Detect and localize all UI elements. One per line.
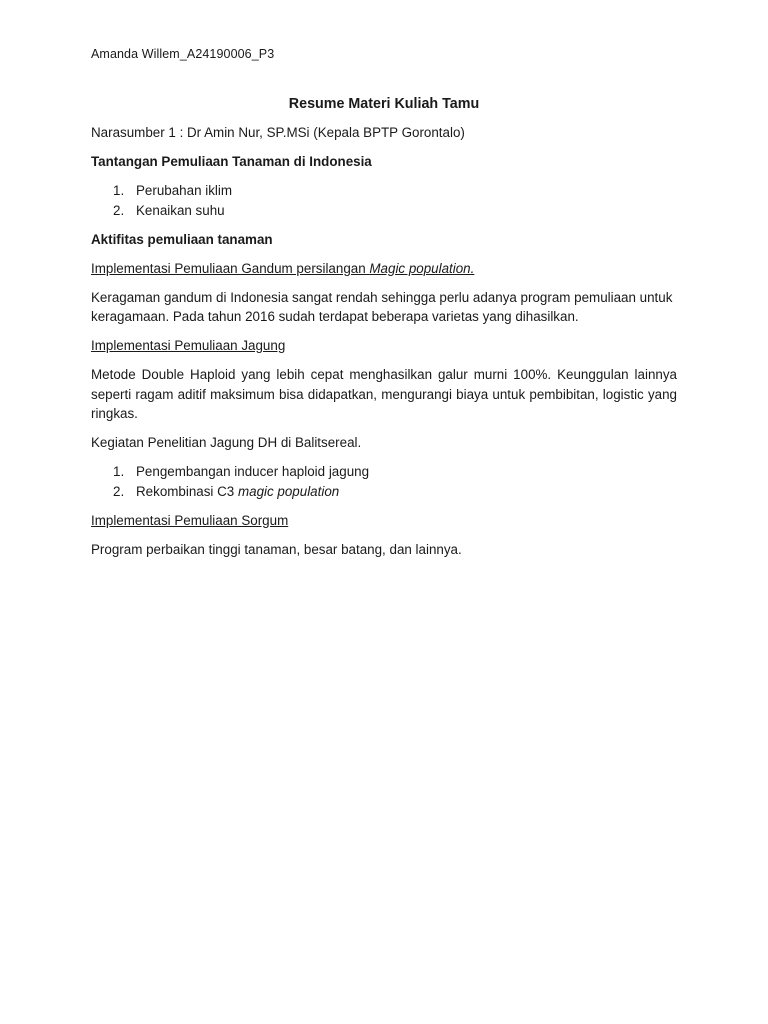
wheat-heading xyxy=(91,259,677,279)
list-number: 1. xyxy=(113,464,125,479)
activities-heading: Aktifitas pemuliaan tanaman xyxy=(91,231,273,247)
list-text: Kenaikan suhu xyxy=(136,202,225,218)
sorghum-heading: Implementasi Pemuliaan Sorgum xyxy=(91,512,289,528)
list-text-italic: magic population xyxy=(237,483,340,499)
speaker-line: Narasumber 1 : Dr Amin Nur, SP.MSi (Kepala BPTP Gorontalo) xyxy=(91,125,465,140)
list-text: Perubahan iklim xyxy=(136,183,233,198)
wheat-paragraph: Keragaman gandum di Indonesia sangat rendah sehingga perlu adanya program pemuliaan untuk keragamaan. Pada tahun 2016 sudah terdapat beberapa varietas yang dihasilkan. xyxy=(91,289,673,324)
sorghum-paragraph: Program perbaikan tinggi tanaman, besar batang, dan lainnya. xyxy=(91,541,462,557)
list-number: 1. xyxy=(113,183,125,198)
list-text: Rekombinasi C3 xyxy=(136,483,238,499)
author-header: Amanda Willem_A24190006_P3 xyxy=(91,47,275,61)
challenges-heading: Tantangan Pemuliaan Tanaman di Indonesia xyxy=(91,154,372,169)
list-number: 2. xyxy=(113,202,125,218)
list-item xyxy=(91,201,677,221)
wheat-heading-italic: Magic population. xyxy=(369,260,475,276)
list-item xyxy=(91,181,677,201)
corn-paragraph: Metode Double Haploid yang lebih cepat menghasilkan galur murni 100%. Keunggulan lainnya seperti ragam aditif maksimum bisa didapatkan, mengurangi biaya untuk pembibitan, logistic yang ringkas. xyxy=(91,367,677,421)
wheat-heading-text: Implementasi Pemuliaan Gandum persilangan xyxy=(91,260,370,276)
corn-research-line: Kegiatan Penelitian Jagung DH di Balitsereal. xyxy=(91,435,362,450)
challenges-list xyxy=(91,181,677,220)
list-item xyxy=(91,482,677,502)
list-number: 2. xyxy=(113,483,125,499)
corn-heading: Implementasi Pemuliaan Jagung xyxy=(91,338,286,353)
corn-research-list xyxy=(91,462,677,501)
list-item xyxy=(91,462,677,482)
list-text: Pengembangan inducer haploid jagung xyxy=(136,464,370,479)
document-title: Resume Materi Kuliah Tamu xyxy=(288,96,480,112)
document-body xyxy=(91,94,677,569)
